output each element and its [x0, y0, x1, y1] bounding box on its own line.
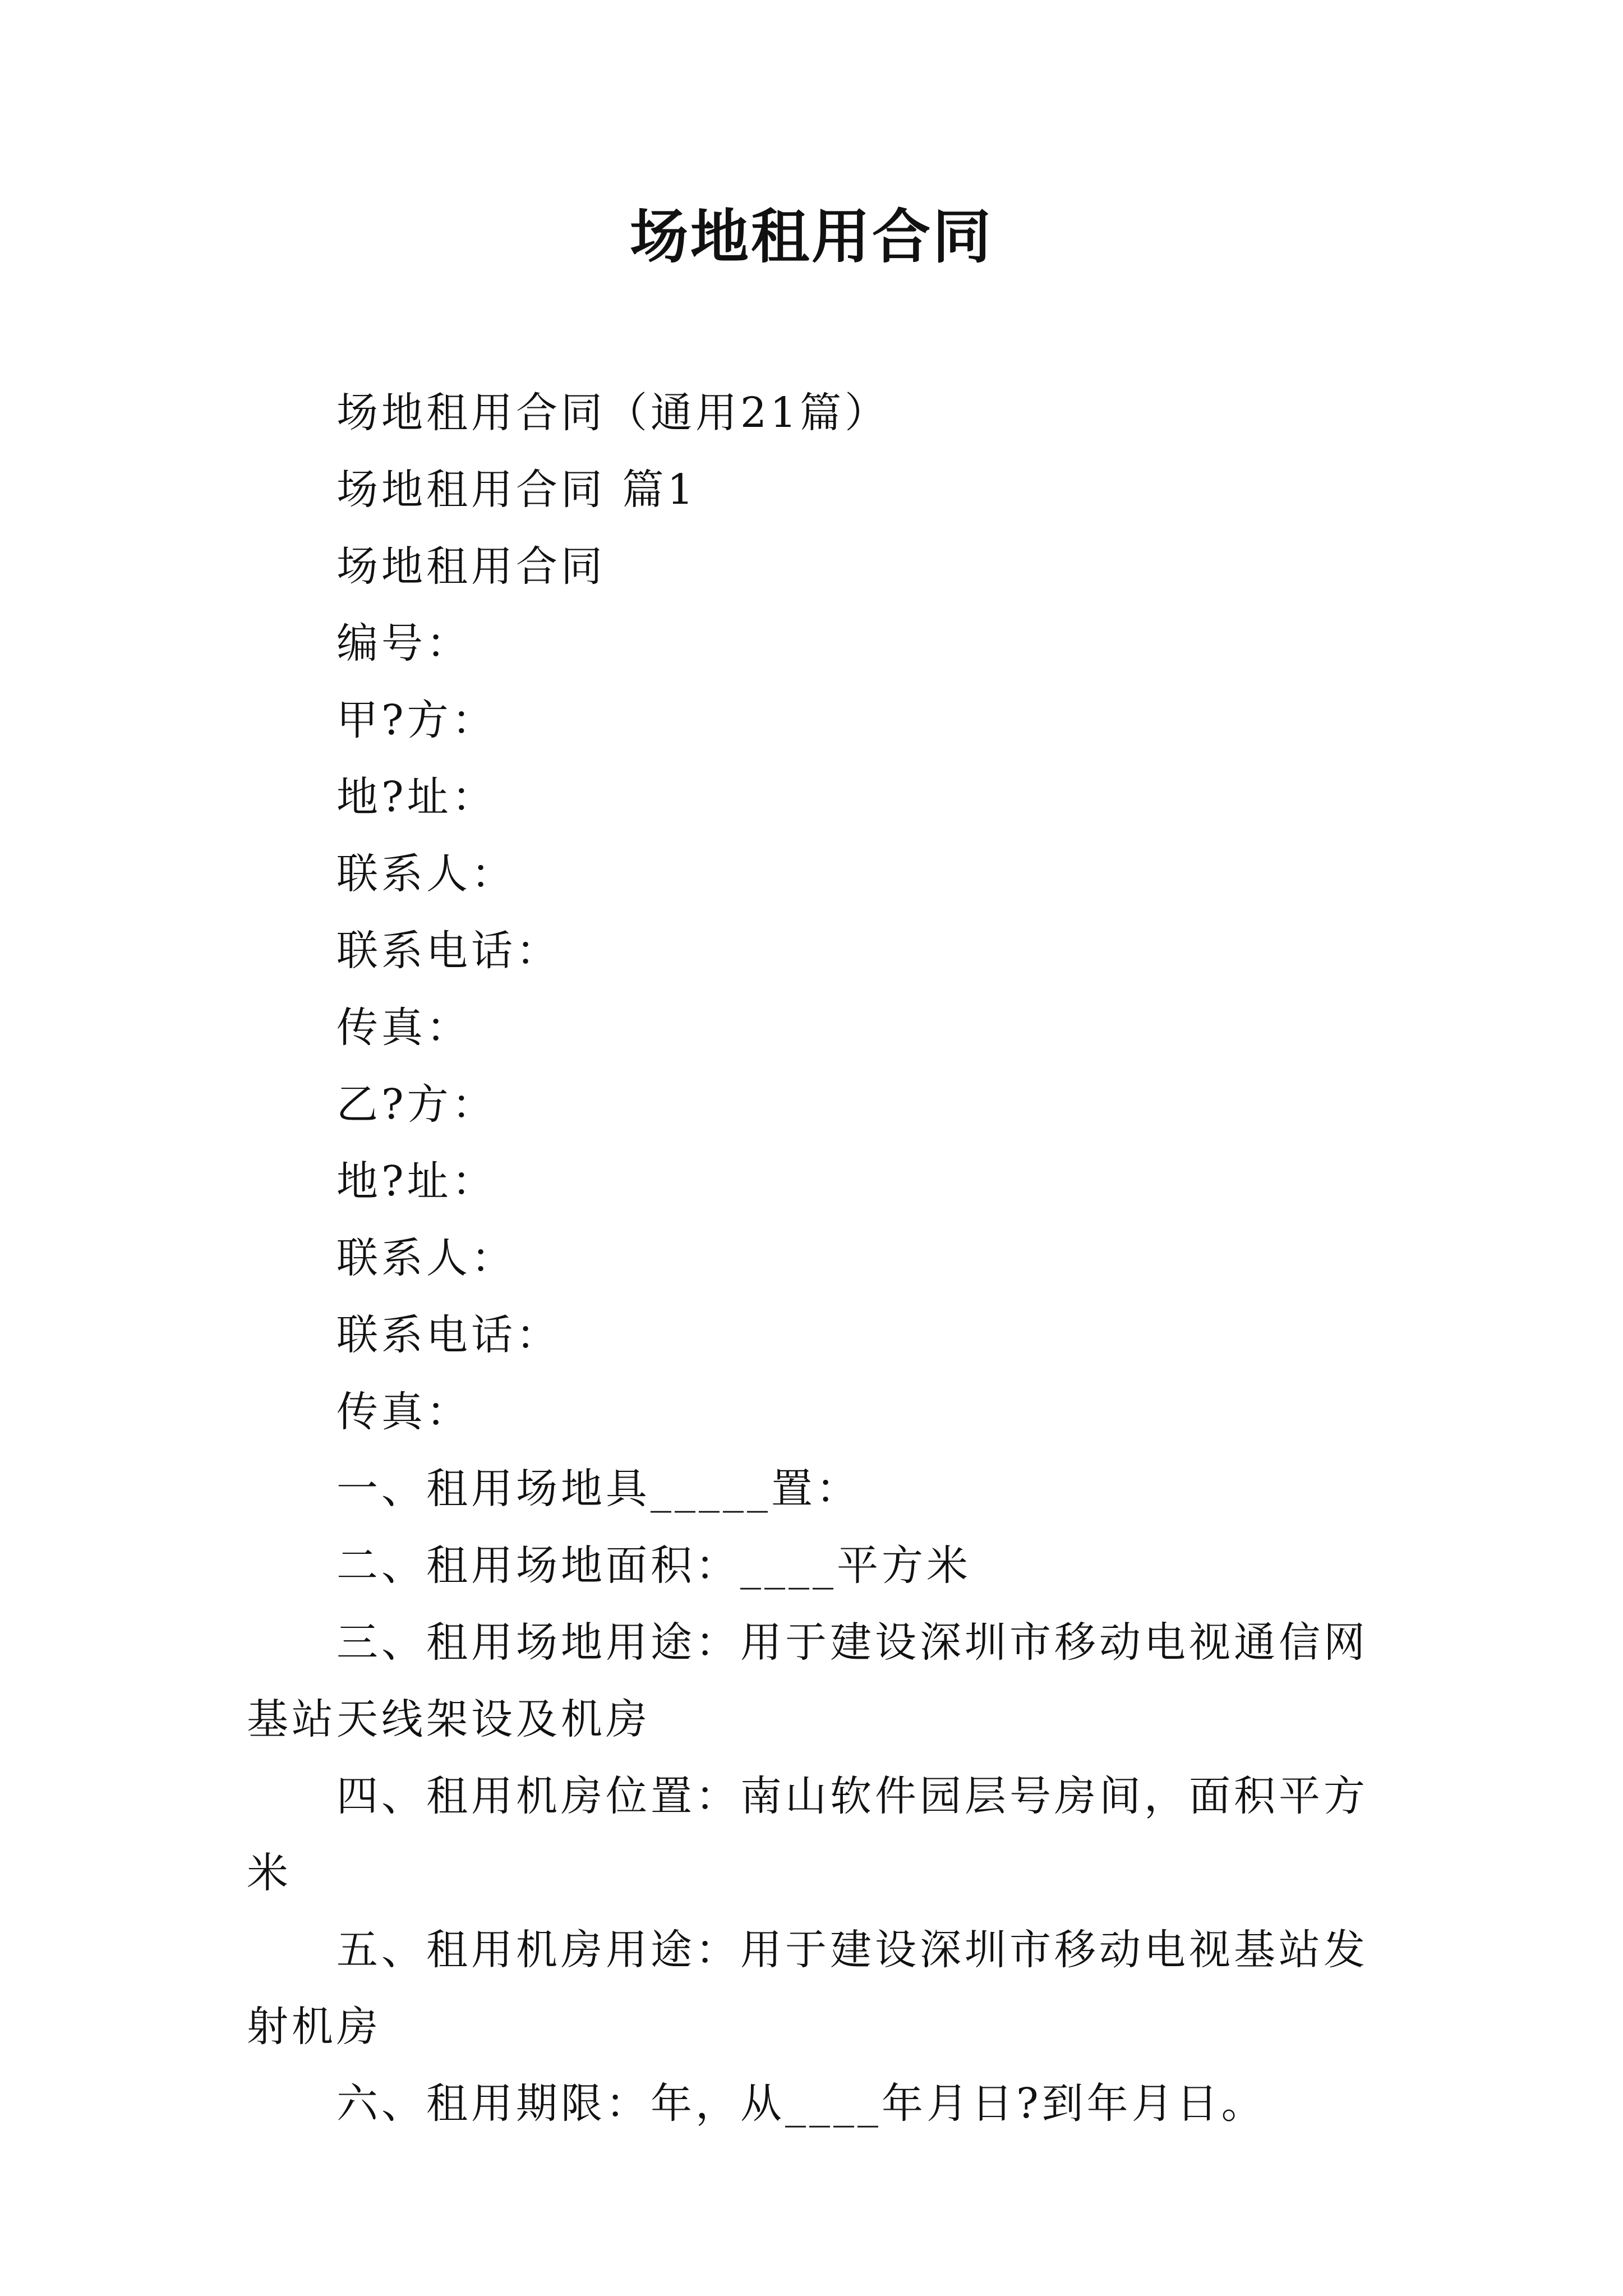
clause-2-area: 二、租用场地面积：____平方米 — [336, 1542, 971, 1590]
paragraph-contract-name: 场地租用合同 — [336, 542, 606, 591]
field-party-a-fax: 传真： — [336, 1004, 471, 1052]
paragraph-section-title: 场地租用合同 篇1 — [336, 466, 697, 514]
field-party-a-address: 地?址： — [336, 773, 497, 821]
paragraph-heading: 场地租用合同（通用21篇） — [336, 389, 890, 437]
document-body — [247, 375, 1380, 2142]
clause-5-room-purpose: 五、租用机房用途：用于建设深圳市移动电视基站发射机房 — [247, 1926, 1368, 2051]
field-party-b-contact: 联系人： — [336, 1234, 516, 1282]
clause-6-term: 六、租用期限：年，从____年月日?到年月日。 — [336, 2079, 1266, 2128]
field-party-b-address: 地?址： — [336, 1157, 497, 1205]
clause-4-room-location: 四、租用机房位置：南山软件园层号房间，面积平方米 — [247, 1772, 1368, 1897]
field-party-a-contact: 联系人： — [336, 850, 516, 898]
field-party-a: 甲?方： — [336, 696, 497, 744]
field-number: 编号： — [336, 619, 471, 668]
clause-1-location: 一、租用场地具_____置： — [336, 1465, 861, 1513]
field-party-b-fax: 传真： — [336, 1388, 471, 1436]
clause-3-purpose: 三、租用场地用途：用于建设深圳市移动电视通信网基站天线架设及机房 — [247, 1618, 1368, 1743]
field-party-a-phone: 联系电话： — [336, 927, 561, 975]
field-party-b-phone: 联系电话： — [336, 1311, 561, 1359]
document-title: 场地租用合同 — [629, 203, 993, 271]
field-party-b: 乙?方： — [336, 1080, 497, 1129]
